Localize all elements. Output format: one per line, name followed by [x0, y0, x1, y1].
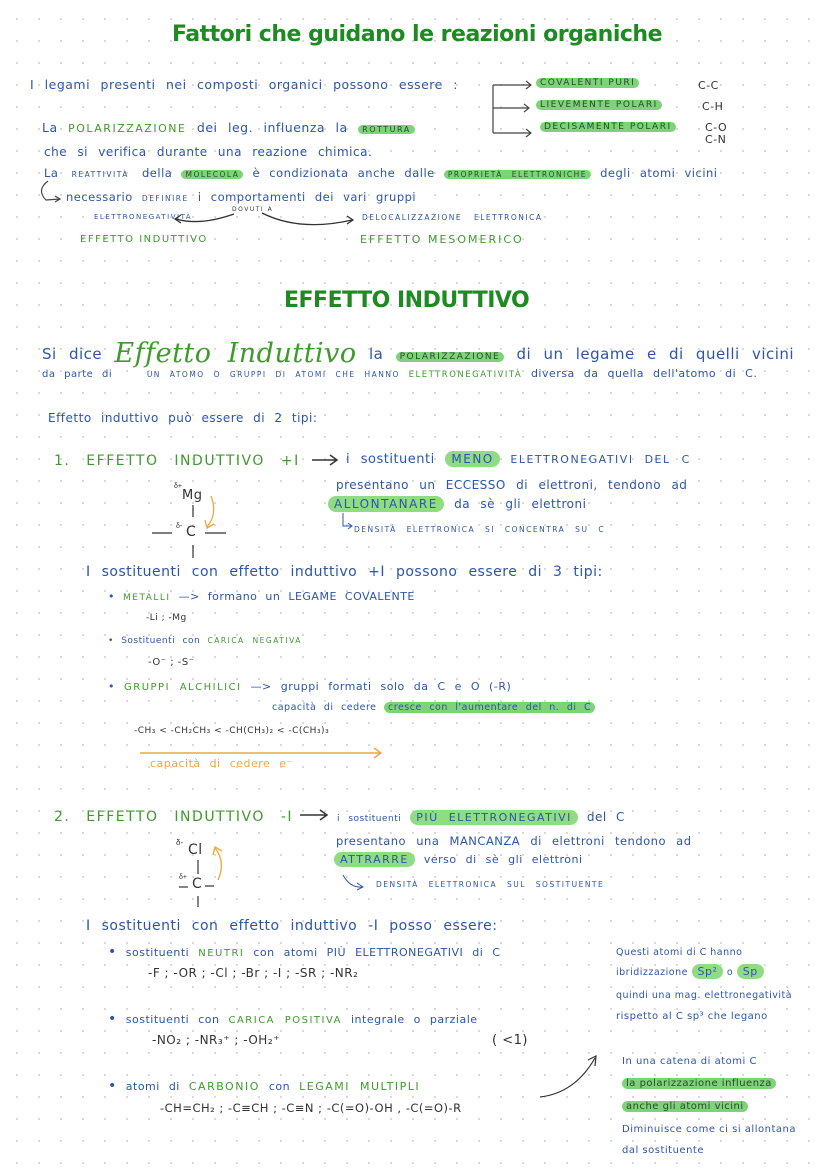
minus-i-carica-note: ( <1) — [492, 1033, 528, 1048]
plus-i-metalli-examples: -Li ; -Mg — [146, 613, 187, 623]
plus-i-center-atom: C — [186, 524, 197, 540]
side-note-2-line-4: Diminuisce come ci si allontana — [622, 1124, 796, 1135]
definition-line-1: Si dice Effetto Induttivo la POLARIZZAZIONE di un legame e di quelli vicini — [42, 338, 795, 369]
minus-i-item-neutri: • sostituenti NEUTRI con atomi PIÙ ELETTRONEGATIVI di C — [108, 944, 501, 960]
plus-i-alchilici-series: -CH₃ < -CH₂CH₃ < -CH(CH₃)₂ < -C(CH₃)₃ — [134, 726, 330, 736]
electron-shift-arrow-icon — [213, 847, 222, 880]
plus-i-delta-plus: δ+ — [174, 483, 182, 490]
plus-i-alchilici-note: capacità di cedere cresce con l'aumentare del n. di C — [272, 702, 595, 713]
minus-i-delta-plus: δ+ — [179, 874, 187, 881]
side-note-2-line-3: anche gli atomi vicini — [622, 1101, 748, 1112]
bond-type-3: DECISAMENTE POLARI — [540, 122, 676, 132]
plus-i-item-carica-negativa: • Sostituenti con CARICA NEGATIVA — [108, 636, 302, 646]
plus-i-heading: 1. EFFETTO INDUTTIVO +I — [54, 453, 300, 469]
effetto-mesomerico-branch: EFFETTO MESOMERICO — [360, 233, 524, 246]
plus-i-types-heading: I sostituenti con effetto induttivo +I possono essere di 3 tipi: — [86, 564, 603, 580]
plus-i-desc-3: ALLONTANARE da sè gli elettroni — [328, 497, 586, 511]
plus-i-desc-4: DENSITÀ ELETTRONICA SI CONCENTRA SU C — [354, 525, 606, 534]
plus-i-desc-1: i sostituenti MENO ELETTRONEGATIVI DEL C — [346, 452, 691, 467]
minus-i-desc-2: presentano una MANCANZA di elettroni tendono ad — [336, 834, 692, 848]
arrow-right-icon — [312, 455, 337, 465]
plus-i-alchilici-arrow-label: capacità di cedere e⁻ — [150, 757, 293, 770]
minus-i-item-carica-positiva: • sostituenti con CARICA POSITIVA integrale o parziale — [108, 1011, 478, 1027]
bond-example-3b: C-N — [705, 133, 727, 146]
minus-i-types-heading: I sostituenti con effetto induttivo -I posso essere: — [86, 918, 498, 934]
curved-arrow-right-icon — [262, 213, 353, 225]
minus-i-desc-3: ATTRARRE verso di sè gli elettroni — [334, 853, 583, 866]
section-title: EFFETTO INDUTTIVO — [284, 288, 530, 313]
two-types-line: Effetto induttivo può essere di 2 tipi: — [48, 411, 318, 425]
reactivity-line: La REATTIVITÀ della MOLECOLA è condizionata anche dalle PROPRIETÀ ELETTRONICHE degli atomi vicini — [44, 166, 718, 180]
plus-i-desc-2: presentano un ECCESSO di elettroni, tendono ad — [336, 478, 688, 492]
plus-i-item-metalli: • METALLI —> formano un LEGAME COVALENTE — [108, 590, 415, 603]
polarization-line-1: La POLARIZZAZIONE dei leg. influenza la ROTTURA — [42, 120, 415, 135]
effetto-induttivo-branch: EFFETTO INDUTTIVO — [80, 234, 208, 245]
bond-type-1: COVALENTI PURI — [536, 78, 639, 88]
minus-i-item-carbonio: • atomi di CARBONIO con LEGAMI MULTIPLI — [108, 1078, 421, 1094]
bond-type-2: LIEVEMENTE POLARI — [536, 100, 662, 110]
minus-i-heading: 2. EFFETTO INDUTTIVO -I — [54, 809, 294, 825]
minus-i-desc-1: i sostituenti PIÙ ELETTRONEGATIVI del C — [337, 810, 625, 824]
plus-i-delta-minus: δ- — [176, 523, 183, 530]
side-note-1-line-1: Questi atomi di C hanno — [616, 947, 743, 958]
minus-i-delta-minus: δ- — [176, 838, 184, 847]
bond-example-2: C-H — [702, 100, 724, 113]
arrow-right-icon — [300, 810, 327, 820]
plus-i-item-alchilici: • GRUPPI ALCHILICI —> gruppi formati solo da C e O (-R) — [108, 680, 512, 693]
side-note-2-line-5: dal sostituente — [622, 1145, 704, 1156]
side-note-arrow-icon — [540, 1056, 596, 1097]
side-note-2-line-2: la polarizzazione influenza — [622, 1078, 776, 1089]
electron-shift-arrow-icon — [205, 496, 214, 528]
minus-i-desc-4: DENSITÀ ELETTRONICA SUL SOSTITUENTE — [376, 880, 605, 889]
bond-example-1: C-C — [698, 79, 719, 92]
definition-line-2: da parte di UN ATOMO O GRUPPI DI ATOMI CHE HANNO ELETTRONEGATIVITÀ diversa da quella dell'atomo di C. — [42, 367, 758, 380]
side-note-2-line-1: In una catena di atomi C — [622, 1056, 757, 1067]
side-note-1-line-4: rispetto al C sp³ che legano — [616, 1011, 768, 1022]
plus-i-carica-examples: -O⁻ ; -S⁻ — [148, 657, 195, 668]
page-title: Fattori che guidano le reazioni organiche — [172, 22, 662, 47]
minus-i-neutri-examples: -F ; -OR ; -Cl ; -Br ; -I ; -SR ; -NR₂ — [148, 966, 359, 980]
polarization-line-2: che si verifica durante una reazione chimica. — [44, 145, 373, 159]
bond-example-3a: C-O — [705, 121, 728, 134]
hook-arrow-icon — [41, 181, 60, 202]
side-note-1-line-2: ibridizzazione Sp² o Sp — [616, 965, 764, 978]
bond-types-bracket — [493, 81, 531, 137]
minus-i-carbonio-examples: -CH=CH₂ ; -C≡CH ; -C≡N ; -C(=O)-OH , -C(=O)-R — [160, 1101, 462, 1115]
necessary-line: necessario DEFINIRE i comportamenti dei vari gruppi — [66, 190, 417, 204]
minus-i-carica-examples: -NO₂ ; -NR₃⁺ ; -OH₂⁺ — [152, 1033, 280, 1047]
plus-i-top-atom: Mg — [182, 488, 203, 503]
elettronegativita-branch: ELETTRONEGATIVITÀ — [94, 213, 193, 221]
delocalizzazione-branch: DELOCALIZZAZIONE ELETTRONICA — [362, 213, 543, 222]
hook-arrow-icon — [343, 513, 352, 529]
dovuti-a-label: DOVUTI A — [232, 206, 274, 213]
minus-i-top-atom: Cl — [188, 842, 203, 858]
hook-arrow-icon — [343, 875, 363, 890]
side-note-1-line-3: quindi una mag. elettronegatività — [616, 990, 793, 1001]
minus-i-center-atom: C — [192, 876, 203, 892]
legami-sentence: I legami presenti nei composti organici possono essere : — [30, 77, 459, 92]
